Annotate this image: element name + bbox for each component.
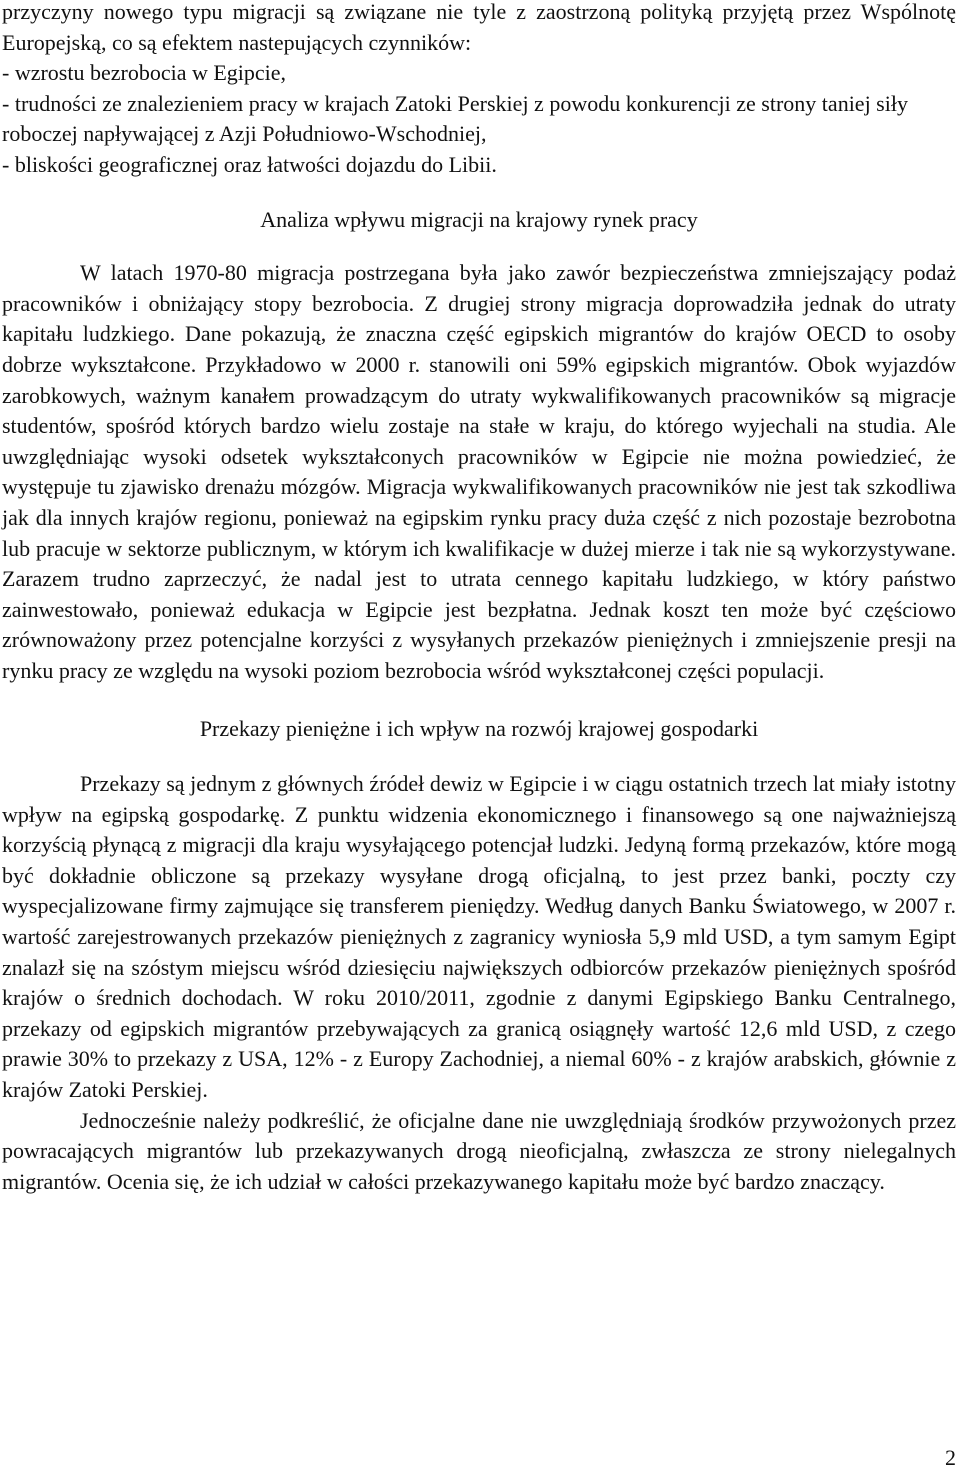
document-body [2, 0, 956, 1197]
intro-paragraph: przyczyny nowego typu migracji są związane nie tyle z zaostrzoną polityką przyjętą przez Wspólnotę Europejską, co są efektem nastepujących czynników: [2, 0, 956, 55]
page-number: 2 [945, 1445, 956, 1470]
list-item: - trudności ze znalezieniem pracy w krajach Zatoki Perskiej z powodu konkurencji ze strony taniej siły roboczej napływającej z Azji Południowo-Wschodniej, [2, 90, 908, 147]
section-heading-labor-market: Analiza wpływu migracji na krajowy rynek pracy [260, 206, 698, 232]
paragraph-unofficial-transfers: Jednocześnie należy podkreślić, że oficjalne dane nie uwzględniają środków przywożonych przez powracających migrantów lub przekazywanych drogą nieoficjalną, zwłaszcza ze strony nielegalnych migrantów. Ocenia się, że ich udział w całości przekazywanego kapitału może być bardzo znaczący. [2, 1107, 956, 1194]
paragraph-labor-market: W latach 1970-80 migracja postrzegana była jako zawór bezpieczeństwa zmniejszający podaż pracowników i obniżający stopy bezrobocia. Z drugiej strony migracja doprowadziła jednak do utraty kapitału ludzkiego. Dane pokazują, że znaczna część egipskich migrantów do krajów OECD to osoby dobrze wykształcone. Przykładowo w 2000 r. stanowili oni 59% egipskich migrantów. Obok wyjazdów zarobkowych, ważnym kanałem prowadzącym do utraty wykwalifikowanych pracowników są migracje studentów, spośród których bardzo wielu zostaje na stałe w kraju, do którego wyjechali na studia. Ale uwzględniając wysoki odsetek wykształconych pracowników w Egipcie nie można powiedzieć, że występuje tu zjawisko drenażu mózgów. Migracja wykwalifikowanych pracowników nie jest tak szkodliwa jak dla innych krajów regionu, ponieważ na egipskim rynku pracy duża część z nich pozostaje bezrobotna lub pracuje w sektorze publicznym, w którym ich kwalifikacje w dużej mierze i tak nie są wykorzystywane. Zarazem trudno zaprzeczyć, że nadal jest to utrata cennego kapitału ludzkiego, w który państwo zainwestowało, ponieważ edukacja w Egipcie jest bezpłatna. Jednak koszt ten może być częściowo zrównoważony przez potencjalne korzyści z wysyłanych przekazów pieniężnych i zmniejszenie presji na rynku pracy ze względu na wysoki poziom bezrobocia wśród wykształconej części populacji. [2, 260, 956, 683]
paragraph-remittances: Przekazy są jednym z głównych źródeł dewiz w Egipcie i w ciągu ostatnich trzech lat miały istotny wpływ na egipską gospodarkę. Z punktu widzenia ekonomicznego i finansowego są one najważniejszą korzyścią płynącą z migracji dla kraju wysyłającego potencjał ludzki. Jedyną formą przekazów, które mogą być dokładnie obliczone są przekazy wysyłane drogą oficjalną, to jest przez banki, poczty czy wyspecjalizowane firmy zajmujące się transferem pieniędzy. Według danych Banku Światowego, w 2007 r. wartość zarejestrowanych przekazów pieniężnych z zagranicy wyniosła 5,9 mld USD, a tym samym Egipt znalazł się na szóstym miejscu wśród dziesięciu największych odbiorców przekazów pieniężnych spośród krajów o średnich dochodach. W roku 2010/2011, zgodnie z danymi Egipskiego Banku Centralnego, przekazy od egipskich migrantów przebywających za granicą osiągnęły wartość 12,6 mld USD, z czego prawie 30% to przekazy z USA, 12% - z Europy Zachodniej, a niemal 60% - z krajów arabskich, głównie z krajów Zatoki Perskiej. [2, 771, 956, 1102]
section-heading-remittances: Przekazy pieniężne i ich wpływ na rozwój krajowej gospodarki [199, 716, 759, 742]
list-item: - bliskości geograficznej oraz łatwości dojazdu do Libii. [2, 151, 497, 177]
list-item: - wzrostu bezrobocia w Egipcie, [2, 60, 287, 86]
